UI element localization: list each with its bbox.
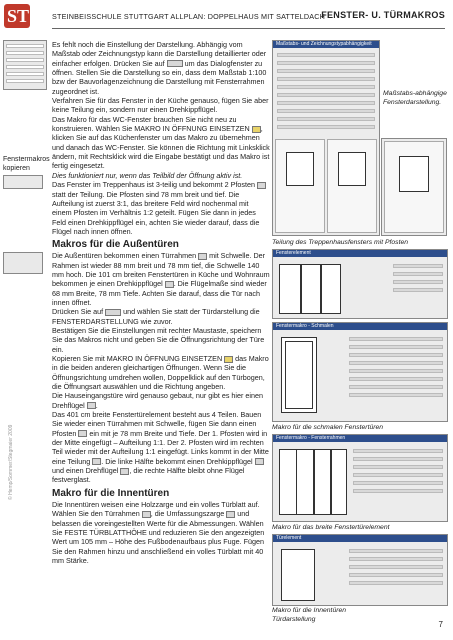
- caption-staircase: Teilung des Treppenhausfensters mit Pfosten: [272, 239, 409, 246]
- tilt-turn-icon-2: [255, 458, 264, 465]
- page-header: [0, 0, 453, 34]
- post-icon-2: [78, 430, 87, 437]
- header-topic: FENSTER- U. TÜRMAKROS: [321, 10, 445, 20]
- mini-dialog-insert: [3, 175, 43, 189]
- dialog-window-preview: [381, 138, 447, 236]
- paragraph-hint: Dies funktioniert nur, wenn das Teilbild der Öffnung aktiv ist.: [52, 170, 243, 180]
- school-logo: ST: [4, 4, 32, 30]
- macro-insert-icon: [252, 126, 261, 133]
- post-icon: [257, 182, 266, 189]
- division-icon: [92, 458, 101, 465]
- heading-innentueren: Makro für die Innentüren: [52, 487, 170, 499]
- turn-sash-icon-2: [120, 468, 129, 475]
- header-school: STEINBEISSCHULE STUTTGART ALLPLAN: DOPPELHAUS MIT SATTELDACH: [52, 12, 326, 21]
- paragraph-eingang: Die Hauseingangstüre wird genauso gebaut, nur gibt es hier einen Drehflügel .: [52, 391, 263, 410]
- caption-scale: Maßstabs-abhängige Fensterdarstellung.: [383, 90, 447, 106]
- text-column: [52, 40, 270, 565]
- header-rule: [52, 28, 445, 29]
- side-label-fenstermakros: Fenstermakros kopieren: [3, 156, 50, 172]
- paragraph-bestaetigen: Bestätigen Sie die Einstellungen mit rechter Maustaste, speichern Sie das Makros nicht und geben Sie die Öffnungsrichtung der Türe ein.: [52, 325, 265, 354]
- paragraph-darstellung-tuer: Drücken Sie auf und wählen Sie statt der Türdarstellung die FENSTERDARSTELLUNG wie zuvor.: [52, 307, 260, 326]
- door-frame-icon-2: [142, 511, 151, 518]
- paragraph-kueche: Verfahren Sie für das Fenster in der Küche genauso, fügen Sie aber keine Teilung ein, sondern nur einen Drehkippflügel.: [52, 96, 269, 115]
- dialog-narrow-doors: Fenstermakro - Schmalen: [272, 322, 448, 422]
- dialog-scale-display: Maßstabs- und Zeichnungstypabhängigkeit: [272, 40, 380, 236]
- tilt-turn-icon: [165, 281, 174, 288]
- paragraph-treppenhaus: Das Fenster im Treppenhaus ist 3-teilig und bekommt 2 Pfosten statt der Teilung. Die Pfosten sind 78 mm breit und tief. Die Aufteilung ist zuerst 3:1, das breitere Feld wird nochenmal mit einem Pfosten im Verhältnis 1:2 geteilt. Fügen Sie dann in jedes Feld einen Drehkippflügel ein, achten Sie wieder darauf, dass die Flügel nach innen öffnen.: [52, 180, 270, 236]
- frame-surround-icon: [226, 511, 235, 518]
- macro-insert-icon-2: [224, 356, 233, 363]
- caption-narrow-doors: Makro für die schmalen Fenstertüren: [272, 424, 384, 431]
- paragraph-aussentueren: Die Außentüren bekommen einen Türrahmen mit Schwelle. Der Rahmen ist wieder 88 mm breit und 78 mm tief, die Schwelle 140 mm hoch. Die 101 cm breiten Fenstertüren in Küche und Wohnraum bekommen je einen Drehkippflügel . Die Flügelmaße sind wieder 68 mm Breite, 78 mm Tiefe. Achten Sie darauf, dass die Tür nach innen öffnet.: [52, 251, 270, 307]
- copyright-note: © Hemp/Sommer/Stegmaier 2009: [8, 424, 14, 500]
- paragraph-wc: Das Makro für das WC-Fenster brauchen Sie nicht neu zu konstruieren. Wählen Sie MAKRO IN ÖFFNUNG EINSETZEN , klicken Sie auf das Küchenfenster um das Makro zu übernehmen und danach das WC-Fenster. Sie können die Richtung mit Linksklick ändern, mit Rechtsklick wird die Eingabe bestätigt und das Makro ist fertig eingesetzt.: [52, 114, 270, 171]
- caption-wide-element: Makro für das breite Fenstertürelement: [272, 524, 390, 531]
- dialog-interior-doors: Türelement: [272, 534, 448, 606]
- paragraph-darstellung: Es fehlt noch die Einstellung der Darstellung. Abhängig vom Maßstab oder Zeichnungstyp kann die Darstellung detaillierter oder einfacher erfolgen. Drücken Sie auf um das Dialogfenster zu öffnen. Stellen Sie die Darstellung so ein, dass dem Maßstab 1:100 bzw der Bauvorlagenzeichnung die Darstellung mit Fensterrahmen zugeordnet ist.: [52, 40, 267, 96]
- paragraph-kopieren: Kopieren Sie mit MAKRO IN ÖFFNUNG EINSETZEN das Makro in die beiden anderen gleichartigen Öffnungen. Wenn Sie die Öffnungsrichtung umdrehen wollen, Doppelklick auf den Türbogen, die Öffnungsart auswählen und die Richtung angeben.: [52, 354, 269, 392]
- paragraph-innentueren: Die Innentüren weisen eine Holzzarge und ein volles Türblatt auf. Wählen Sie den Türrahmen , die Umfassungszarge und belassen die voreingestellten Werte für die Abmessungen. Wählen Sie FESTE TÜRBLATTHÖHE und reduzieren Sie den angezeigten Wert um 105 mm – Höhe des Fußbodenaufbaus plus Fuge. Fügen Sie den Rahmen hinzu und anschließend ein volles Türblatt mit 40 mm Stärke.: [52, 499, 265, 565]
- mini-dialog-toolbar: [3, 252, 43, 274]
- mini-dialog-settings: [3, 40, 47, 90]
- page-number: 7: [438, 620, 443, 629]
- settings-button-icon: [167, 60, 183, 67]
- heading-aussentueren: Makros für die Außentüren: [52, 239, 179, 251]
- turn-sash-icon: [87, 402, 96, 409]
- settings-button-icon-2: [105, 309, 121, 316]
- dialog-staircase-window: Fensterelement: [272, 249, 448, 319]
- caption-interior-doors: Makro für die Innentüren Türdarstellung: [272, 607, 347, 623]
- paragraph-element: Das 401 cm breite Fenstertürelement besteht aus 4 Teilen. Bauen Sie wieder einen Türrahmen mit Schwelle, fügen Sie dann einen Pfosten ein mit je 78 mm Breite und Tiefe. Der 1. Pfosten wird in der Mitte eingefügt – Aufteilung 1:1. Der 2. Pfosten wird im rechten Teil wieder mit der Aufteilung 1:1 eingefügt. Links kommt in der Mitte eine Teilung . Die linke Hälfte bekommt einen Drehkippflügel und einen Drehflügel , die rechte Hälfte bleibt ohne Flügel festverglast.: [52, 410, 269, 485]
- door-frame-icon: [198, 253, 207, 260]
- dialog-wide-element: Fenstermakro - Fensterrahmen: [272, 434, 448, 522]
